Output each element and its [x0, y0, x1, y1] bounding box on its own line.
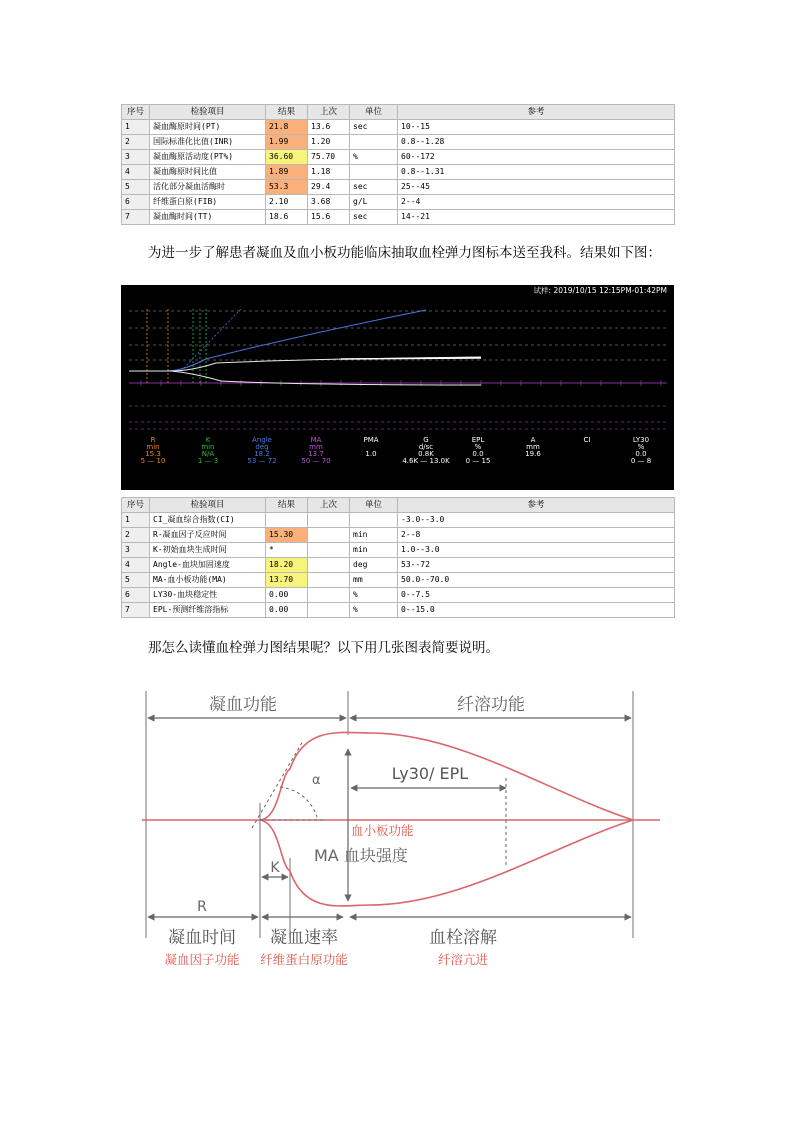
cell-no: 5: [122, 180, 150, 195]
header-no: 序号: [122, 105, 150, 120]
header-item: 检验项目: [150, 105, 266, 120]
teg-param-ref: 0 — 15: [465, 457, 491, 465]
teg-param-value: 18.2: [254, 450, 270, 458]
cell-ref: 2--4: [398, 195, 675, 210]
table-row: [122, 210, 675, 225]
teg-param-value: N/A: [201, 450, 215, 458]
teg-param-name: Angle: [252, 436, 272, 444]
cell-no: 4: [122, 165, 150, 180]
teg-grid: [129, 311, 667, 429]
teg-param-unit: min: [201, 443, 215, 451]
cell-no: 1: [122, 513, 150, 528]
cell-unit: [350, 513, 398, 528]
teg-param-ref: 53 — 72: [247, 457, 277, 465]
cell-ref: 0.8--1.31: [398, 165, 675, 180]
teg-param-value: 15.3: [145, 450, 161, 458]
teg-param-ref: 5 — 10: [140, 457, 166, 465]
teg-param-name: CI: [583, 436, 591, 444]
header-unit: 单位: [350, 105, 398, 120]
teg-param-value: 0.8K: [418, 450, 434, 458]
fibrinolysis-label: 纤溶亢进: [437, 952, 489, 967]
cell-last: [308, 543, 350, 558]
cell-ref: 53--72: [398, 558, 675, 573]
diagram-guides: [146, 691, 633, 938]
teg-param-value: 1.0: [365, 450, 377, 458]
teg-param-name: A: [530, 436, 536, 444]
cell-no: 3: [122, 150, 150, 165]
cell-item: 凝血酶原时间比值: [150, 165, 266, 180]
angle-arc: [280, 787, 317, 817]
cell-item: MA-血小板功能(MA): [150, 573, 266, 588]
table-row: [122, 558, 675, 573]
ly30-label: Ly30/ EPL: [391, 764, 469, 783]
cell-result: *: [266, 543, 308, 558]
table-row: [122, 573, 675, 588]
table-row: [122, 528, 675, 543]
teg-diagram: [130, 683, 670, 973]
cell-unit: sec: [350, 180, 398, 195]
platelet-func-label: 血小板功能: [351, 823, 414, 838]
cell-ref: 0--7.5: [398, 588, 675, 603]
table-row: [122, 120, 675, 135]
cell-unit: [350, 165, 398, 180]
cell-result: 36.60: [266, 150, 308, 165]
teg-param-unit: %: [474, 443, 482, 451]
teg-param-unit: deg: [255, 443, 269, 451]
teg-angle-line: [181, 309, 241, 371]
cell-last: 1.20: [308, 135, 350, 150]
teg-param-unit: min: [146, 443, 160, 451]
cell-last: [308, 588, 350, 603]
table-row: [122, 135, 675, 150]
cell-result: 1.99: [266, 135, 308, 150]
cell-result: 18.20: [266, 558, 308, 573]
cell-unit: g/L: [350, 195, 398, 210]
teg-param-value: 13.7: [308, 450, 324, 458]
cell-no: 7: [122, 210, 150, 225]
cell-unit: %: [350, 150, 398, 165]
teg-param-unit: d/sc: [418, 443, 434, 451]
cell-last: [308, 513, 350, 528]
teg-param-ref: 4.6K — 13.0K: [402, 457, 450, 465]
cell-item: 凝血酶原活动度(PT%): [150, 150, 266, 165]
teg-param-name: EPL: [471, 436, 485, 444]
teg-table-header: [122, 498, 675, 513]
teg-param-unit: mm: [309, 443, 323, 451]
cell-item: K-初始血块生成时间: [150, 543, 266, 558]
fib-func-label: 纤溶功能: [457, 695, 525, 715]
cell-item: 国际标准化比值(INR): [150, 135, 266, 150]
cell-ref: 1.0--3.0: [398, 543, 675, 558]
header-item: 检验项目: [150, 498, 266, 513]
cell-unit: deg: [350, 558, 398, 573]
cell-result: [266, 513, 308, 528]
coag-func-label: 凝血功能: [209, 695, 277, 715]
teg-param-value: 19.6: [525, 450, 541, 458]
cell-unit: sec: [350, 210, 398, 225]
header-result: 结果: [266, 498, 308, 513]
cell-unit: sec: [350, 120, 398, 135]
cell-result: 21.8: [266, 120, 308, 135]
cell-unit: min: [350, 528, 398, 543]
coag-table-body: [122, 120, 675, 225]
cell-last: [308, 528, 350, 543]
cell-item: 活化部分凝血活酶时: [150, 180, 266, 195]
cell-unit: [350, 135, 398, 150]
cell-last: 1.18: [308, 165, 350, 180]
cell-item: CI_凝血综合指数(CI): [150, 513, 266, 528]
cell-item: 纤维蛋白原(FIB): [150, 195, 266, 210]
teg-param-name: LY30: [632, 436, 650, 444]
teg-param-name: PMA: [363, 436, 379, 444]
teg-svg: [121, 285, 674, 490]
table-row: [122, 195, 675, 210]
teg-param-ref: 0 — 8: [630, 457, 652, 465]
teg-param-name: G: [423, 436, 429, 444]
cell-no: 7: [122, 603, 150, 618]
cell-ref: 50.0--70.0: [398, 573, 675, 588]
table-row: [122, 543, 675, 558]
cell-item: LY30-血块稳定性: [150, 588, 266, 603]
cell-item: Angle-血块加固速度: [150, 558, 266, 573]
teg-param-value: 0.0: [635, 450, 647, 458]
cell-ref: 0--15.0: [398, 603, 675, 618]
teg-table-body: [122, 513, 675, 618]
cell-ref: 0.8--1.28: [398, 135, 675, 150]
cell-ref: 14--21: [398, 210, 675, 225]
header-ref: 参考: [398, 105, 675, 120]
cell-last: 13.6: [308, 120, 350, 135]
cell-last: 75.70: [308, 150, 350, 165]
cell-last: [308, 558, 350, 573]
cell-unit: mm: [350, 573, 398, 588]
cell-item: R-凝血因子反应时间: [150, 528, 266, 543]
cell-item: EPL-预测纤维溶指标: [150, 603, 266, 618]
teg-param-name: MA: [310, 436, 322, 444]
teg-param-unit: %: [637, 443, 645, 451]
cell-ref: 60--172: [398, 150, 675, 165]
table-row: [122, 150, 675, 165]
cell-result: 13.70: [266, 573, 308, 588]
cell-result: 0.00: [266, 588, 308, 603]
teg-diagram-svg: [130, 683, 670, 973]
cell-result: 1.89: [266, 165, 308, 180]
coag-speed-label: 凝血速率: [270, 928, 338, 948]
table-row: [122, 588, 675, 603]
teg-reference-curve: [129, 310, 426, 371]
factor-func-label: 凝血因子功能: [164, 952, 240, 967]
teg-sample-curve-mid: [341, 358, 481, 359]
k-label: K: [270, 860, 280, 876]
teg-chart: [121, 285, 674, 490]
cell-no: 5: [122, 573, 150, 588]
cell-result: 2.10: [266, 195, 308, 210]
r-label: R: [197, 899, 207, 915]
cell-no: 4: [122, 558, 150, 573]
coag-time-label: 凝血时间: [168, 928, 236, 948]
cell-ref: 10--15: [398, 120, 675, 135]
teg-params: [141, 436, 652, 465]
cell-result: 18.6: [266, 210, 308, 225]
table-row: [122, 165, 675, 180]
header-ref: 参考: [398, 498, 675, 513]
fibrinogen-func-label: 纤维蛋白原功能: [260, 952, 348, 967]
cell-no: 3: [122, 543, 150, 558]
cell-last: [308, 573, 350, 588]
cell-last: 3.68: [308, 195, 350, 210]
alpha-label: α: [312, 773, 321, 788]
teg-param-ref: 1 — 3: [197, 457, 219, 465]
header-last: 上次: [308, 105, 350, 120]
ma-label: MA 血块强度: [314, 846, 408, 865]
cell-last: 29.4: [308, 180, 350, 195]
explain-paragraph: 那怎么读懂血栓弹力图结果呢？以下用几张图表简要说明。: [148, 640, 499, 656]
teg-param-unit: mm: [526, 443, 540, 451]
header-result: 结果: [266, 105, 308, 120]
teg-header: 试样: 2019/10/15 12:15PM-01:42PM: [533, 286, 667, 295]
cell-no: 6: [122, 588, 150, 603]
cell-no: 6: [122, 195, 150, 210]
header-unit: 单位: [350, 498, 398, 513]
cell-no: 2: [122, 135, 150, 150]
header-last: 上次: [308, 498, 350, 513]
intro-paragraph: 为进一步了解患者凝血及血小板功能临床抽取血栓弹力图标本送至我科。结果如下图：: [148, 245, 661, 261]
cell-no: 1: [122, 120, 150, 135]
cell-item: 凝血酶原时间(PT): [150, 120, 266, 135]
cell-last: [308, 603, 350, 618]
teg-table: [121, 497, 675, 618]
coag-table: [121, 104, 675, 225]
cell-item: 凝血酶时间(TT): [150, 210, 266, 225]
cell-result: 53.3: [266, 180, 308, 195]
table-row: [122, 180, 675, 195]
table-row: [122, 513, 675, 528]
cell-result: 0.00: [266, 603, 308, 618]
teg-marker-lines: [147, 309, 206, 385]
teg-param-name: K: [205, 436, 211, 444]
cell-result: 15.30: [266, 528, 308, 543]
table-row: [122, 603, 675, 618]
header-no: 序号: [122, 498, 150, 513]
cell-no: 2: [122, 528, 150, 543]
lysis-label: 血栓溶解: [429, 928, 497, 948]
coag-table-header: [122, 105, 675, 120]
cell-ref: 25--45: [398, 180, 675, 195]
teg-param-name: R: [150, 436, 156, 444]
teg-param-ref: 50 — 70: [301, 457, 331, 465]
cell-unit: %: [350, 603, 398, 618]
cell-unit: %: [350, 588, 398, 603]
cell-ref: 2--8: [398, 528, 675, 543]
cell-ref: -3.0--3.0: [398, 513, 675, 528]
cell-last: 15.6: [308, 210, 350, 225]
cell-unit: min: [350, 543, 398, 558]
teg-param-value: 0.0: [472, 450, 484, 458]
